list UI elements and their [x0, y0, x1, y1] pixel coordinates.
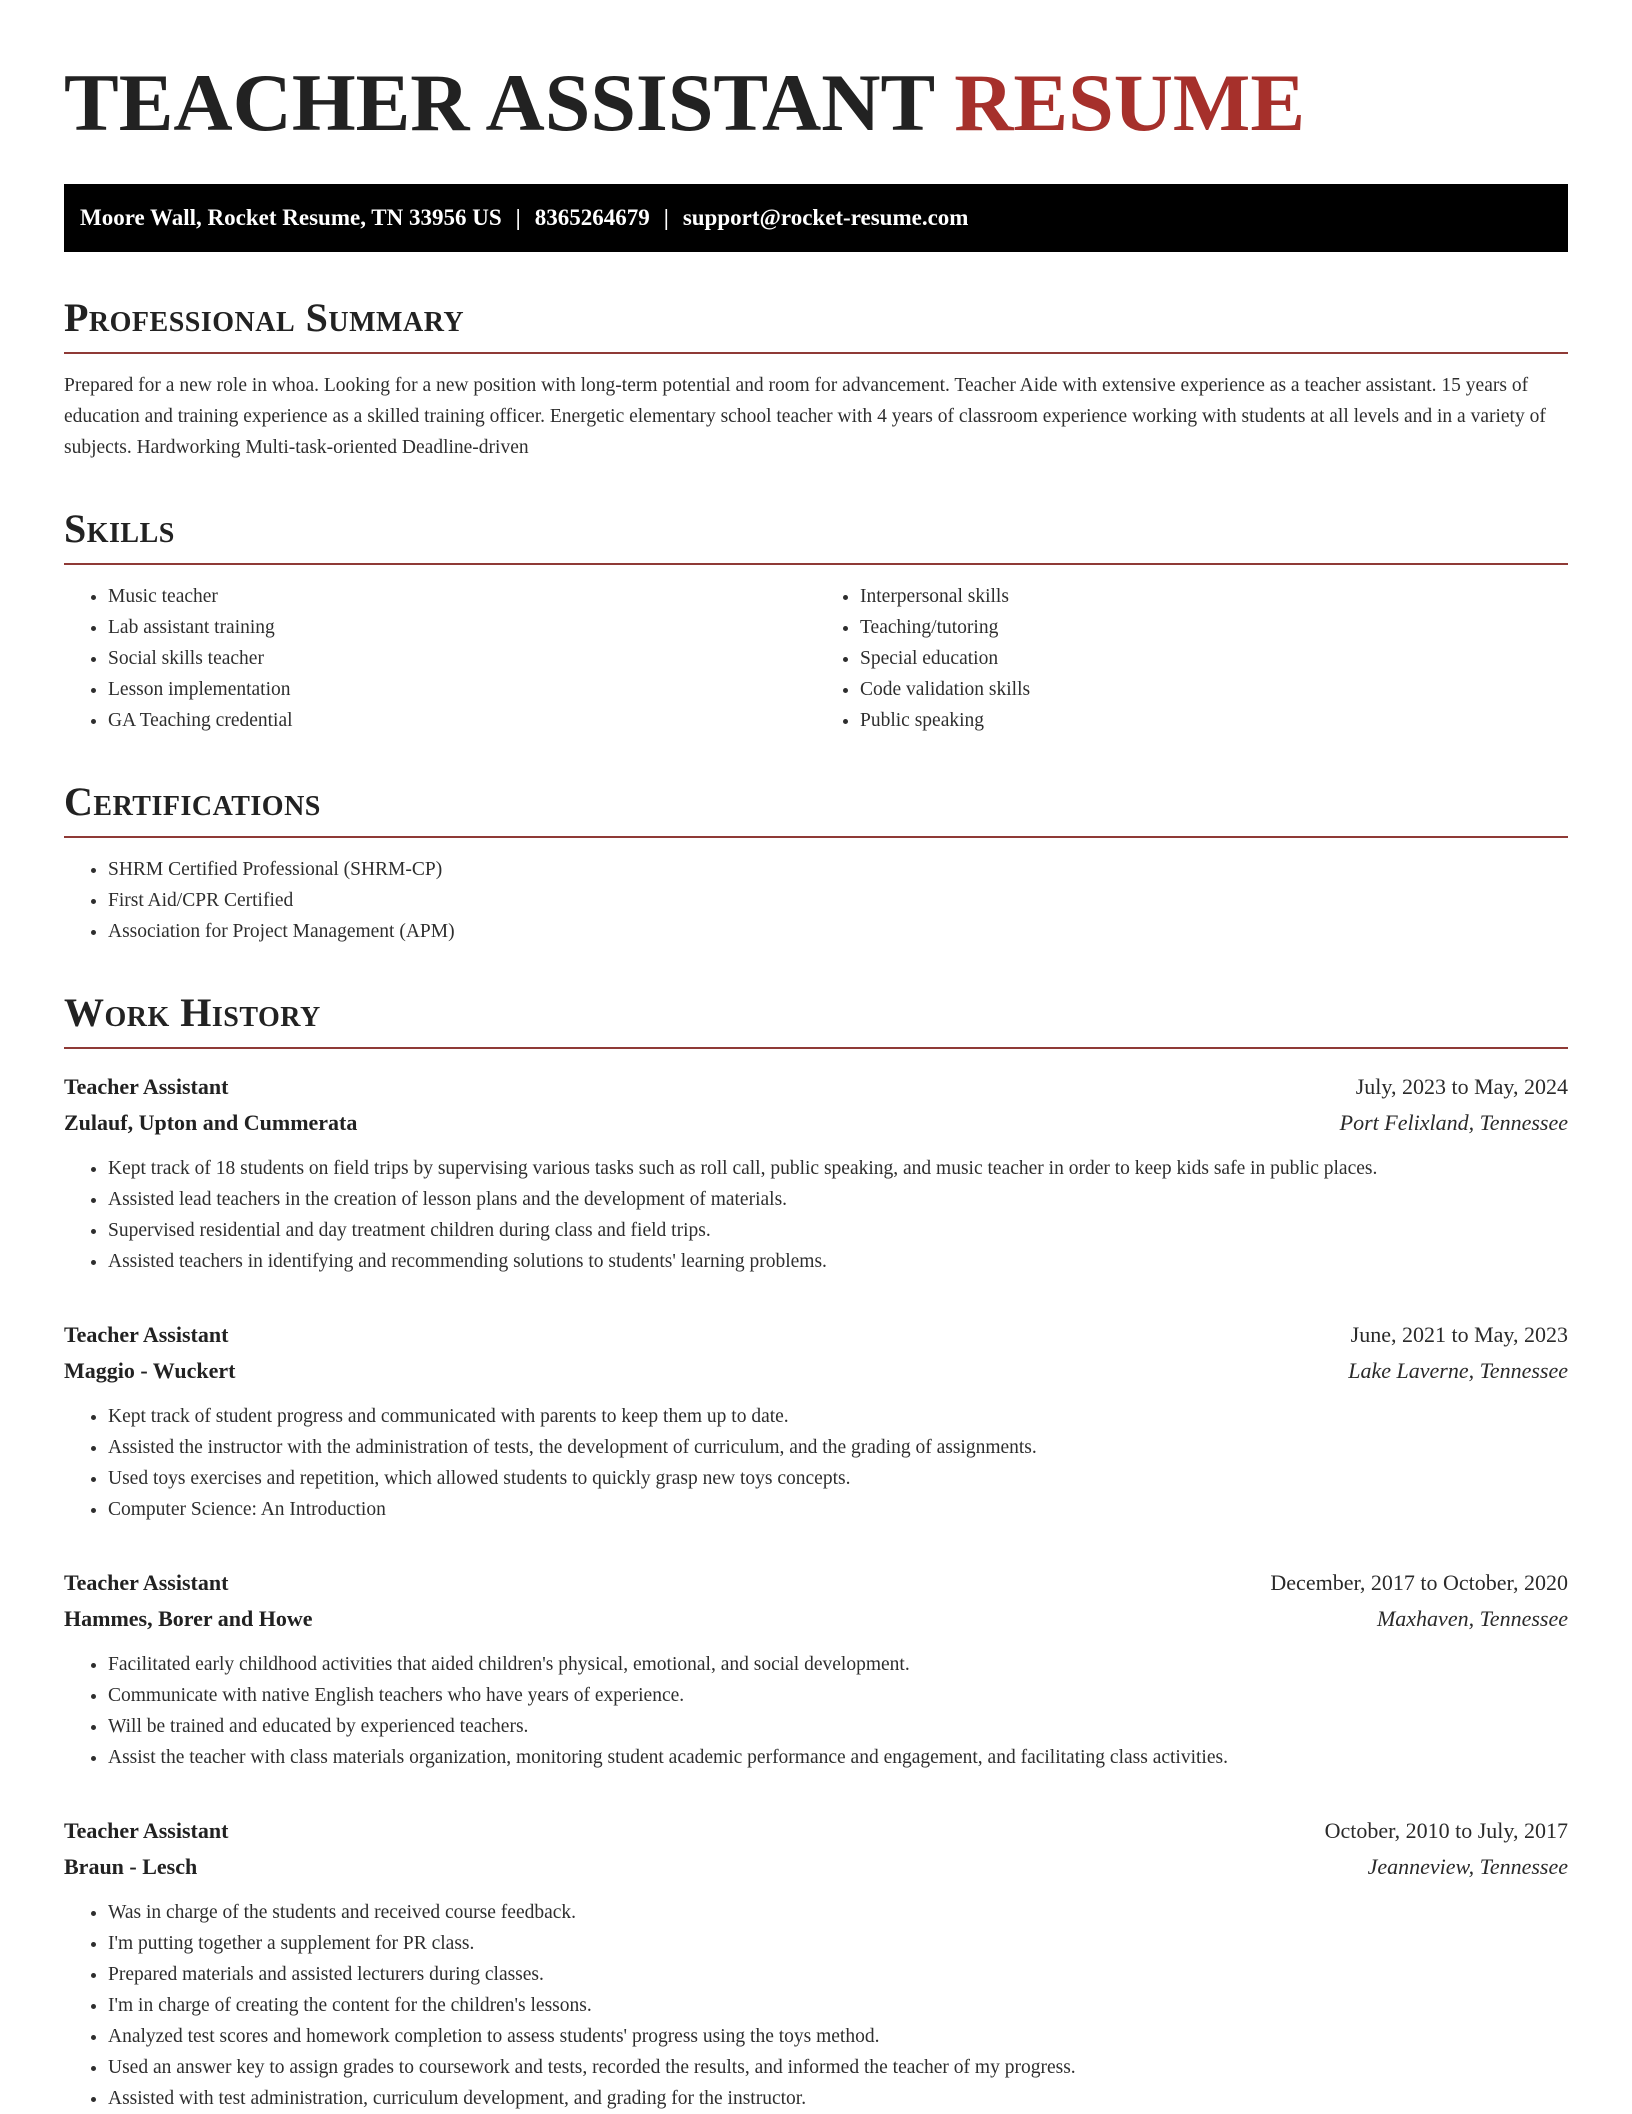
job-bullet: • Prepared materials and assisted lecturers during classes. — [108, 1959, 1568, 1990]
job-entry — [64, 1565, 1568, 1773]
skill-item: • Interpersonal skills — [860, 581, 1568, 612]
skills-grid — [64, 565, 1568, 736]
job-title: Teacher Assistant — [64, 1074, 229, 1099]
job-title: Teacher Assistant — [64, 1322, 229, 1347]
job-bullets — [64, 1897, 1568, 2114]
job-bullet: • Will be trained and educated by experienced teachers. — [108, 1711, 1568, 1742]
certification-item: • SHRM Certified Professional (SHRM-CP) — [108, 854, 1568, 885]
job-entry — [64, 1317, 1568, 1525]
title-accent: RESUME — [954, 57, 1306, 148]
resume-title — [64, 52, 1568, 148]
job-bullet: • Assisted the instructor with the administration of tests, the development of curriculum, and the grading of assignments. — [108, 1432, 1568, 1463]
job-bullet: • I'm in charge of creating the content for the children's lessons. — [108, 1990, 1568, 2021]
job-bullet: • Was in charge of the students and received course feedback. — [108, 1897, 1568, 1928]
skill-item: • Public speaking — [860, 705, 1568, 736]
contact-address: Moore Wall, Rocket Resume, TN 33956 US — [80, 205, 502, 230]
job-bullets — [64, 1649, 1568, 1773]
skill-item: • GA Teaching credential — [108, 705, 816, 736]
job-bullet: • Used toys exercises and repetition, which allowed students to quickly grasp new toys concepts. — [108, 1463, 1568, 1494]
skill-item: • Special education — [860, 643, 1568, 674]
skills-list-left — [64, 581, 816, 736]
job-title: Teacher Assistant — [64, 1570, 229, 1595]
skill-item: • Lesson implementation — [108, 674, 816, 705]
job-company: Hammes, Borer and Howe — [64, 1606, 313, 1631]
job-bullet: • Assisted lead teachers in the creation of lesson plans and the development of materials. — [108, 1184, 1568, 1215]
certifications-heading: Certifications — [64, 780, 1568, 838]
summary-text: Prepared for a new role in whoa. Looking for a new position with long-term potential and room for advancement. Teacher Aide with extensive experience as a teacher assistant. 15 years of education and training experience as a skilled training officer. Energetic elementary school teacher with 4 years of classroom experience working with students at all levels and in a variety of subjects. Hardworking Multi-task-oriented Deadline-driven — [64, 375, 1546, 458]
contact-email[interactable]: support@rocket-resume.com — [682, 205, 969, 230]
job-bullet: • Analyzed test scores and homework completion to assess students' progress using the toys method. — [108, 2021, 1568, 2052]
certifications-list — [64, 854, 1568, 947]
certification-item: • Association for Project Management (APM) — [108, 916, 1568, 947]
job-bullet: • Used an answer key to assign grades to coursework and tests, recorded the results, and informed the teacher of my progress. — [108, 2052, 1568, 2083]
job-dates: July, 2023 to May, 2024 — [1355, 1074, 1568, 1099]
job-location: Lake Laverne, Tennessee — [1348, 1358, 1568, 1383]
job-entry — [64, 1069, 1568, 1277]
job-bullets — [64, 1153, 1568, 1277]
job-entry — [64, 1813, 1568, 2114]
job-bullet: • Computer Science: An Introduction — [108, 1494, 1568, 1525]
skill-item: • Social skills teacher — [108, 643, 816, 674]
skill-item: • Teaching/tutoring — [860, 612, 1568, 643]
job-location: Jeanneview, Tennessee — [1367, 1854, 1568, 1879]
work-history-heading: Work History — [64, 991, 1568, 1049]
job-location: Port Felixland, Tennessee — [1339, 1110, 1568, 1135]
job-dates: December, 2017 to October, 2020 — [1270, 1570, 1568, 1595]
contact-phone[interactable]: 8365264679 — [534, 205, 650, 230]
job-bullets — [64, 1401, 1568, 1525]
job-company: Maggio - Wuckert — [64, 1358, 236, 1383]
job-bullet: • Facilitated early childhood activities that aided children's physical, emotional, and social development. — [108, 1649, 1568, 1680]
skills-heading: Skills — [64, 507, 1568, 565]
job-bullet: • Kept track of student progress and communicated with parents to keep them up to date. — [108, 1401, 1568, 1432]
skill-item: • Code validation skills — [860, 674, 1568, 705]
skills-list-right — [816, 581, 1568, 736]
job-bullet: • Supervised residential and day treatment children during class and field trips. — [108, 1215, 1568, 1246]
job-bullet: • Assisted with test administration, curriculum development, and grading for the instructor. — [108, 2083, 1568, 2114]
contact-separator: | — [663, 205, 669, 230]
job-bullet: • Kept track of 18 students on field trips by supervising various tasks such as roll call, public speaking, and music teacher in order to keep kids safe in public places. — [108, 1153, 1568, 1184]
job-bullet: • I'm putting together a supplement for PR class. — [108, 1928, 1568, 1959]
skill-item: • Lab assistant training — [108, 612, 816, 643]
job-dates: June, 2021 to May, 2023 — [1350, 1322, 1568, 1347]
title-main: TEACHER ASSISTANT — [64, 57, 955, 148]
skill-item: • Music teacher — [108, 581, 816, 612]
job-bullet: • Communicate with native English teachers who have years of experience. — [108, 1680, 1568, 1711]
job-company: Zulauf, Upton and Cummerata — [64, 1110, 358, 1135]
job-company: Braun - Lesch — [64, 1854, 198, 1879]
job-location: Maxhaven, Tennessee — [1376, 1606, 1568, 1631]
job-title: Teacher Assistant — [64, 1818, 229, 1843]
job-bullet: • Assist the teacher with class materials organization, monitoring student academic performance and engagement, and facilitating class activities. — [108, 1742, 1568, 1773]
job-dates: October, 2010 to July, 2017 — [1324, 1818, 1568, 1843]
summary-heading: Professional Summary — [64, 296, 1568, 354]
contact-separator: | — [515, 205, 521, 230]
certification-item: • First Aid/CPR Certified — [108, 885, 1568, 916]
contact-bar — [64, 184, 1568, 252]
job-bullet: • Assisted teachers in identifying and recommending solutions to students' learning problems. — [108, 1246, 1568, 1277]
